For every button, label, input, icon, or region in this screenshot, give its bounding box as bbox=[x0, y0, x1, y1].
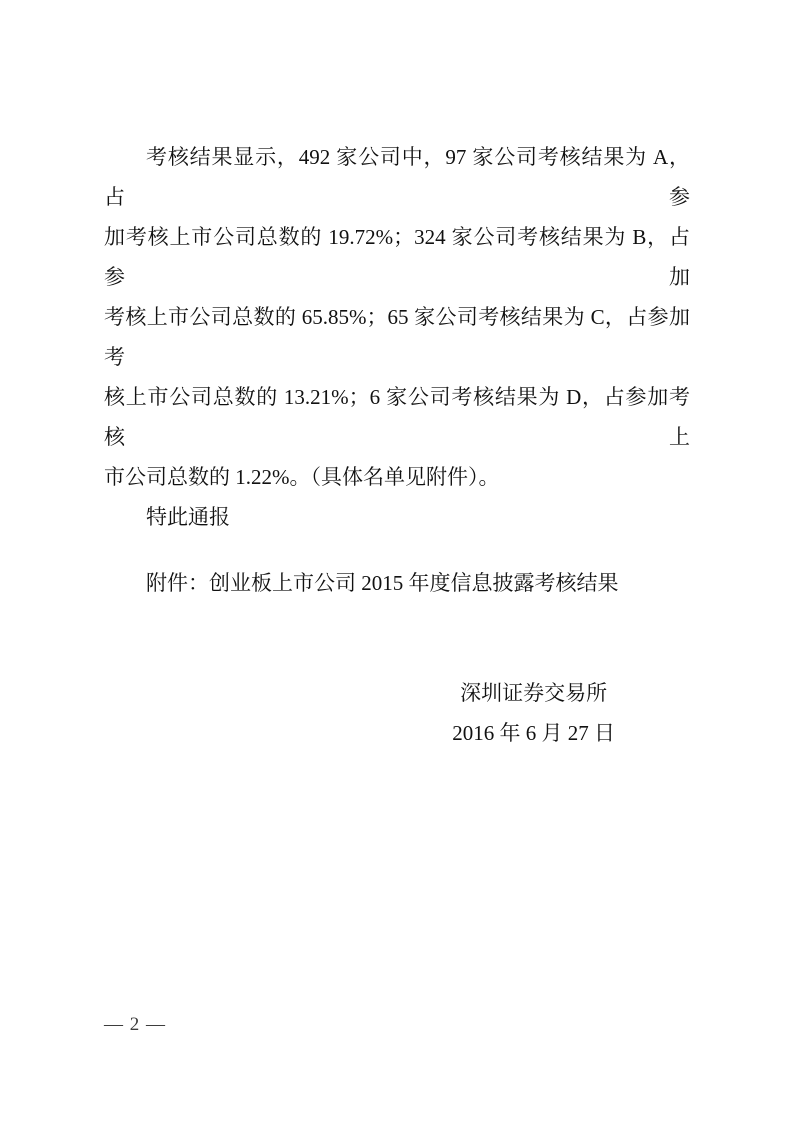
issue-date: 2016 年 6 月 27 日 bbox=[452, 721, 615, 745]
paragraph-line: 市公司总数的 1.22%。（具体名单见附件）。 bbox=[104, 465, 500, 489]
issuer-name: 深圳证券交易所 bbox=[460, 681, 608, 705]
paragraph-line: 核上市公司总数的 13.21%；6 家公司考核结果为 D，占参加考核上 bbox=[104, 385, 690, 449]
paragraph-line: 考核结果显示，492 家公司中，97 家公司考核结果为 A，占参 bbox=[104, 145, 690, 209]
paragraph-line: 考核上市公司总数的 65.85%；65 家公司考核结果为 C，占参加考 bbox=[104, 305, 690, 369]
page-number: — 2 — bbox=[104, 1014, 166, 1035]
closing-line: 特此通报 bbox=[146, 505, 230, 529]
attachment-line: 附件：创业板上市公司 2015 年度信息披露考核结果 bbox=[146, 571, 619, 595]
signature-block bbox=[452, 673, 615, 753]
document-body bbox=[104, 137, 690, 753]
assessment-result-paragraph bbox=[104, 137, 690, 497]
paragraph-line: 加考核上市公司总数的 19.72%；324 家公司考核结果为 B，占参加 bbox=[104, 225, 690, 289]
